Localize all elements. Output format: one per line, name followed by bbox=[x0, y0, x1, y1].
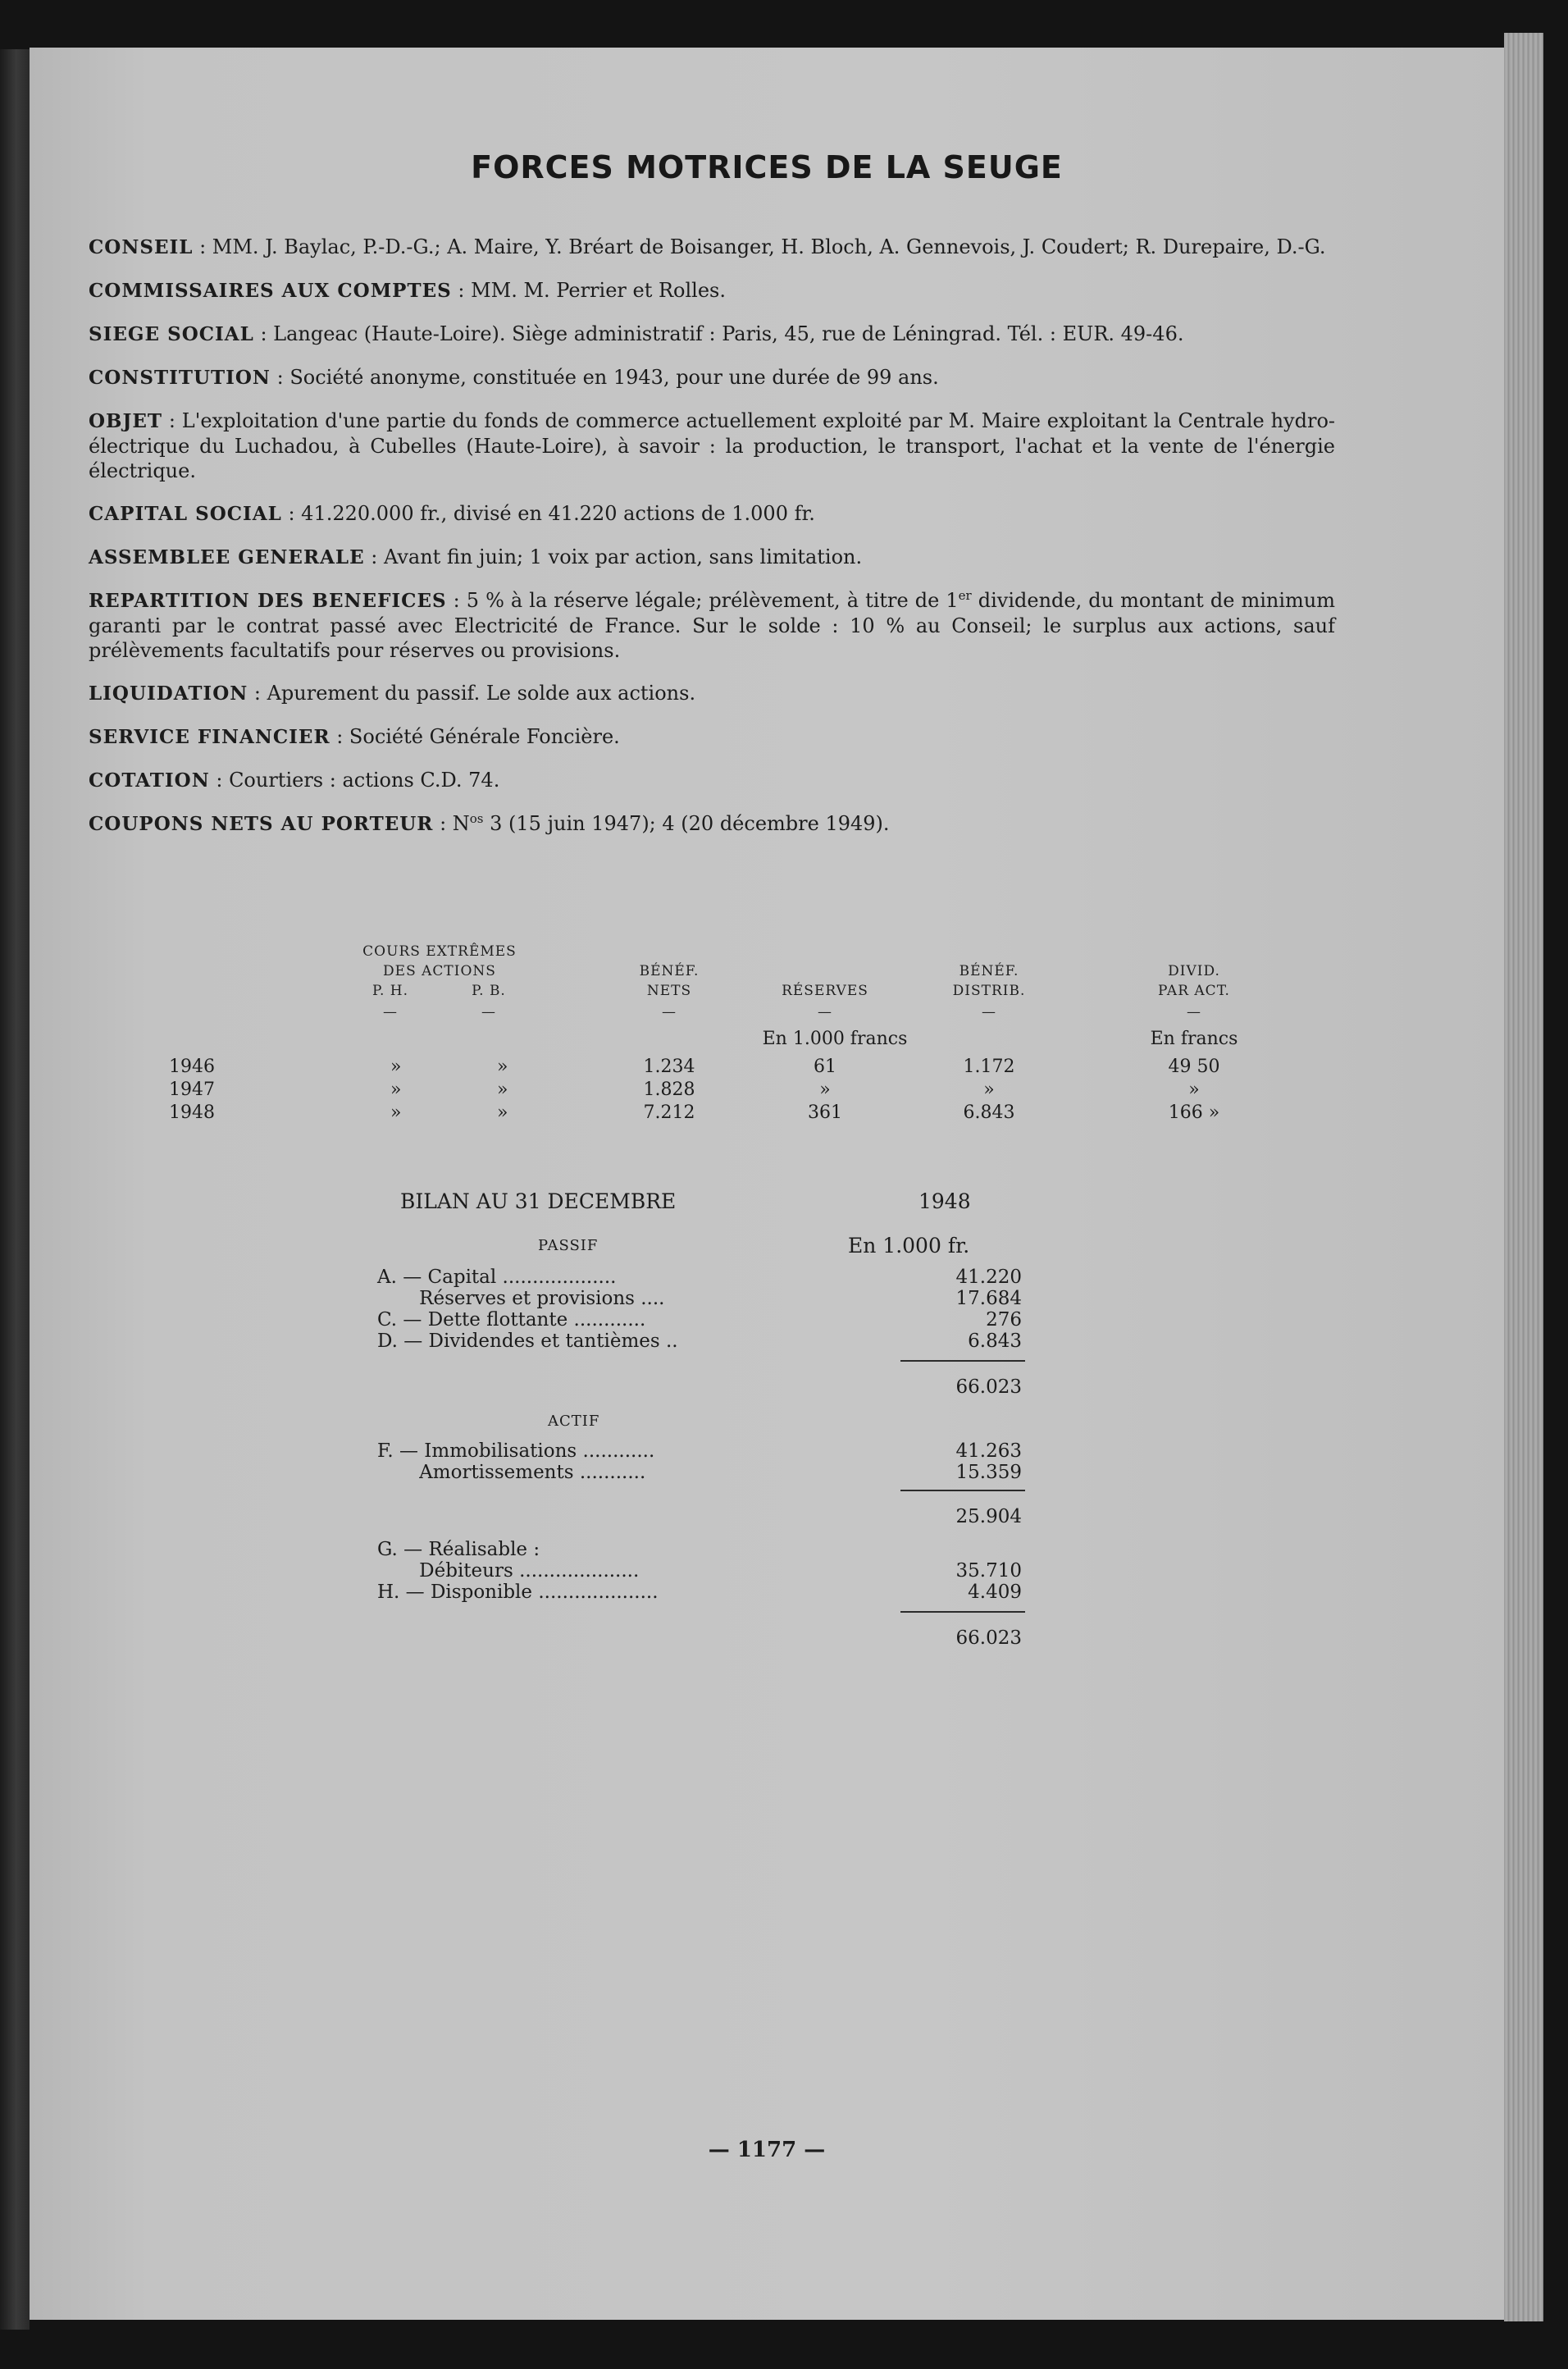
header-cours-2: DES ACTIONS bbox=[383, 963, 496, 979]
entry-conseil: CONSEIL : MM. J. Baylac, P.-D.-G.; A. Maire, Y. Bréart de Boisanger, H. Bloch, A. Gennevois, J. Coudert; R. Durepaire, D.-G. bbox=[89, 235, 1326, 258]
passif-label: PASSIF bbox=[538, 1237, 599, 1254]
actif-f-rule bbox=[900, 1490, 1025, 1491]
bilan-year: 1948 bbox=[918, 1189, 971, 1213]
entry-coupons: COUPONS NETS AU PORTEUR : $N^{os}$ 3 (15 juin 1947); 4 (20 décembre 1949). bbox=[89, 811, 890, 835]
header-pb: P. B. bbox=[472, 983, 506, 999]
actif-label: ACTIF bbox=[548, 1413, 600, 1430]
entry-liquidation: LIQUIDATION : Apurement du passif. Le solde aux actions. bbox=[89, 682, 696, 705]
actif-f-net: 25.904 bbox=[955, 1506, 1022, 1527]
entry-objet: OBJET : L'exploitation d'une partie du fonds de commerce actuellement exploité par M. Maire exploitant la Centrale hydro-électrique du Luchadou, à Cubelles (Haute-Loire), à savoir : la production, le transport, l'achat et la vente de l'énergie électrique. bbox=[89, 409, 1336, 482]
entry-cotation: COTATION : Courtiers : actions C.D. 74. bbox=[89, 769, 500, 792]
entry-service-financier: SERVICE FINANCIER : Société Générale Foncière. bbox=[89, 725, 620, 748]
header-cours: COURS EXTRÊMES bbox=[362, 943, 517, 960]
document-page: FORCES MOTRICES DE LA SEUGE CONSEIL : MM. J. Baylac, P.-D.-G.; A. Maire, Y. Bréart de Boisanger, H. Bloch, A. Gennevois, J. Coudert; R. Durepaire, D.-G. COMMISSAIRES AUX COMPTES : MM. M. Perrier et Rolles. SIEGE SOCIAL : Langeac (Haute-Loire). Siège administratif : Paris, 45, rue de Léningrad. Tél. : EUR. 49-46. CONSTITUTION : Société anonyme, constituée en 1943, pour une durée de 99 ans. OBJET : L'exploitation d'une partie du fonds de commerce actuellement exploité par M. Maire exploitant la Centrale hydro-électrique du Luchadou, à Cubelles (Haute-Loire), à savoir : la production, le transport, l'achat et la vente de l'énergie électrique. CAPITAL SOCIAL : 41.220.000 fr., divisé en 41.220 actions de 1.000 fr. ASSEMBLEE GENERALE : Avant fin juin; 1 voix par action, sans limitation. REPARTITION DES BENEFICES : 5 % à la réserve légale; prélèvement, à titre de 1er dividende, du montant de minimum garanti par le contrat passé avec Electricité de France. Sur le solde : 10 % au Conseil; le surplus aux actions, sauf prélèvements facultatifs pour réserves ou provisions. LIQUIDATION : Apurement du passif. Le solde aux actions. SERVICE FINANCIER : Société Générale Foncière. COTATION : Courtiers : actions C.D. 74. COUPONS NETS AU PORTEUR : $N^{os}$ 3 (15 juin 1947); 4 (20 décembre 1949). COURS EXTRÊMES DES ACTIONS P. H. P. B. — — BÉNÉF. NETS — RÉSERVES — BÉNÉF. DISTRIB. — DIVID. PAR ACT. — En 1.000 francs En francs 1946 » » 1.234 61 1.172 49 50 1947 » » 1.828 » » » 1948 » » 7.212 361 6.843 166 » BILAN AU 31 DECEMBRE 1948 PASSIF En 1.000 fr. A. — Capital ................... 41.220 Réserves et provisions .... 17.684 C. — Dette flottante ............ 276 D. — Dividendes et tantièmes .. 6.843 66.023 ACTIF F. — Immobilisations ............ 41.263 Amortissements ........... 15.359 25.904 G. — Réalisable : Débiteurs .................... 35.710 H. — Disponible .................... 4.409 66.023 — 1177 — bbox=[30, 48, 1504, 2320]
header-benef-distrib: BÉNÉF. bbox=[959, 963, 1019, 979]
unit-thousand-francs: En 1.000 francs bbox=[762, 1029, 908, 1049]
document-title: FORCES MOTRICES DE LA SEUGE bbox=[471, 149, 1063, 185]
header-divid: DIVID. bbox=[1168, 963, 1220, 979]
page-edges bbox=[1504, 33, 1543, 2321]
actif-rule bbox=[900, 1611, 1025, 1613]
header-ph: P. H. bbox=[371, 983, 409, 999]
entry-siege-social: SIEGE SOCIAL : Langeac (Haute-Loire). Siège administratif : Paris, 45, rue de Léningrad. Tél. : EUR. 49-46. bbox=[89, 322, 1184, 345]
header-benef-nets: BÉNÉF. bbox=[639, 963, 700, 979]
company-entries bbox=[89, 235, 1335, 855]
bilan-title: BILAN AU 31 DECEMBRE bbox=[400, 1189, 677, 1213]
passif-rule bbox=[900, 1360, 1025, 1362]
entry-repartition: REPARTITION DES BENEFICES : 5 % à la réserve légale; prélèvement, à titre de 1er dividende, du montant de minimum garanti par le contrat passé avec Electricité de France. Sur le solde : 10 % au Conseil; le surplus aux actions, sauf prélèvements facultatifs pour réserves ou provisions. bbox=[89, 588, 1336, 662]
entry-capital-social: CAPITAL SOCIAL : 41.220.000 fr., divisé en 41.220 actions de 1.000 fr. bbox=[89, 502, 815, 525]
header-reserves: RÉSERVES bbox=[782, 983, 868, 999]
page-number: — 1177 — bbox=[708, 2138, 826, 2162]
entry-constitution: CONSTITUTION : Société anonyme, constituée en 1943, pour une durée de 99 ans. bbox=[89, 366, 939, 389]
entry-commissaires: COMMISSAIRES AUX COMPTES : MM. M. Perrier et Rolles. bbox=[89, 279, 726, 302]
passif-total: 66.023 bbox=[955, 1376, 1022, 1398]
unit-francs: En francs bbox=[1150, 1029, 1238, 1049]
book-spine bbox=[0, 49, 30, 2330]
actif-total: 66.023 bbox=[955, 1627, 1022, 1649]
bilan-unit: En 1.000 fr. bbox=[848, 1234, 970, 1258]
entry-assemblee: ASSEMBLEE GENERALE : Avant fin juin; 1 voix par action, sans limitation. bbox=[89, 545, 863, 568]
